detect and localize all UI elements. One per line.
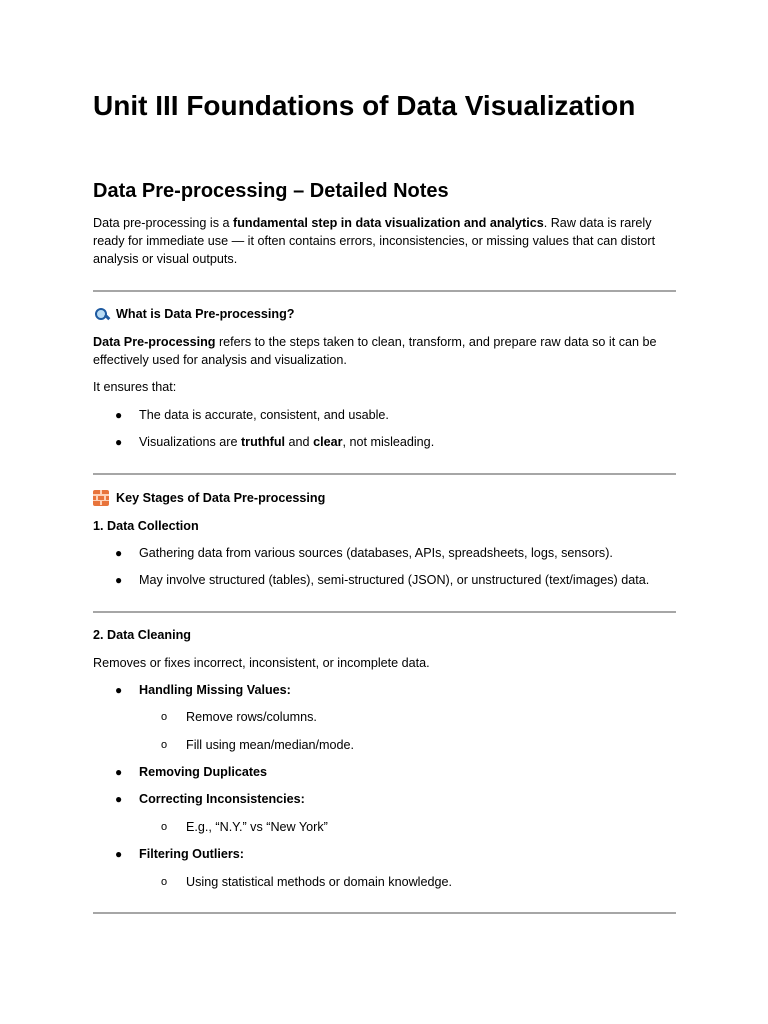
sub-bullet-marker: o — [161, 821, 168, 833]
magnifying-glass-icon — [93, 306, 109, 322]
bullet-marker: ● — [115, 573, 123, 587]
divider — [93, 912, 676, 914]
bullet-marker: ● — [115, 546, 123, 560]
bullet-marker: ● — [115, 765, 123, 779]
bullet-marker: ● — [115, 408, 123, 422]
stage-2-heading: 2. Data Cleaning — [93, 628, 191, 642]
bullet-marker: ● — [115, 792, 123, 806]
stage-2-description: Removes or fixes incorrect, inconsistent, or incomplete data. — [93, 656, 430, 670]
sub-bullet-marker: o — [161, 876, 168, 888]
what-heading: What is Data Pre-processing? — [93, 305, 676, 323]
definition-paragraph: Data Pre-processing refers to the steps taken to clean, transform, and prepare raw data so it can be effectively used for analysis and visualization. — [93, 335, 657, 367]
bullet-marker: ● — [115, 683, 123, 697]
divider — [93, 473, 676, 475]
divider — [93, 290, 676, 292]
divider — [93, 611, 676, 613]
bullet-marker: ● — [115, 435, 123, 449]
stages-heading: Key Stages of Data Pre-processing — [93, 489, 676, 507]
brick-icon — [93, 490, 109, 506]
intro-paragraph: Data pre-processing is a fundamental step in data visualization and analytics. Raw data is rarely ready for immediate use — it often contains errors, inconsistencies, or missing values that can distort analysis or visual outputs. — [93, 216, 656, 266]
sub-bullet-marker: o — [161, 739, 168, 751]
page-title: Unit III Foundations of Data Visualization — [93, 90, 636, 121]
bullet-marker: ● — [115, 847, 123, 861]
section-title: Data Pre-processing – Detailed Notes — [93, 180, 449, 202]
sub-bullet-marker: o — [161, 711, 168, 723]
ensures-text: It ensures that: — [93, 380, 177, 394]
stage-1-heading: 1. Data Collection — [93, 519, 199, 533]
